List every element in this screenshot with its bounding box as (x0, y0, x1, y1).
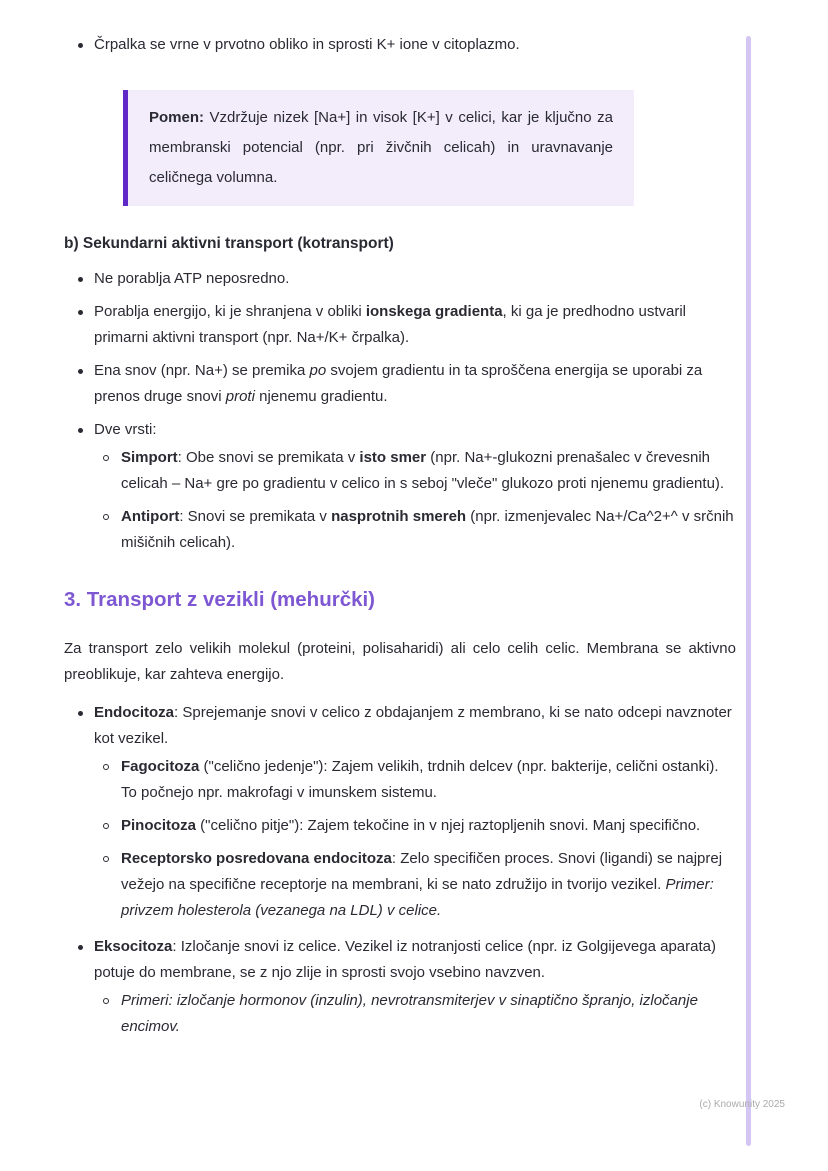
bullet-marker (78, 369, 83, 374)
bullet-marker (78, 310, 83, 315)
list-item-text: Dve vrsti: (94, 421, 157, 438)
circle-bullet-marker (103, 856, 109, 862)
section-heading-3: 3. Transport z vezikli (mehurčki) (64, 588, 376, 611)
section-b-list (64, 266, 736, 556)
section-3-intro: Za transport zelo velikih molekul (proteini, polisaharidi) ali celo celih celic. Membrana se aktivno preoblikuje, kar zahteva energijo. (64, 640, 736, 683)
bullet-marker (78, 428, 83, 433)
circle-bullet-marker (103, 514, 109, 520)
sub-list-item (64, 846, 736, 924)
circle-bullet-marker (103, 998, 109, 1004)
section-3-list (64, 700, 736, 1040)
list-item (64, 700, 736, 752)
list-item-text: Endocitoza: Sprejemanje snovi v celico z obdajanjem z membrano, ki se nato odcepi navznoter kot vezikel. (94, 704, 732, 747)
bullet-marker (78, 945, 83, 950)
list-item (64, 299, 736, 351)
sub-list-item-text: Pinocitoza ("celično pitje"): Zajem tekočine in v njej raztopljenih snovi. Manj specifično. (121, 817, 701, 834)
bullet-marker (78, 277, 83, 282)
sub-list-item (64, 754, 736, 806)
callout-box (123, 90, 634, 206)
sub-list-item-text: Fagocitoza ("celično jedenje"): Zajem velikih, trdnih delcev (npr. bakterije, celični ostanki). To počnejo npr. makrofagi v imunskem sistemu. (121, 758, 719, 801)
list-item (64, 417, 736, 443)
circle-bullet-marker (103, 764, 109, 770)
circle-bullet-marker (103, 823, 109, 829)
sub-list-item (64, 445, 736, 497)
sub-list-item (64, 504, 736, 556)
sub-list-item-text: Receptorsko posredovana endocitoza: Zelo specifičen proces. Snovi (ligandi) se najprej vežejo na specifične receptorje na membrani, ki se nato združijo in tvorijo vezikel. Primer: privzem holesterola (vezanega na LDL) v celice. (121, 850, 723, 919)
bullet-marker (78, 43, 83, 48)
sub-list-item (64, 813, 736, 839)
list-item (64, 32, 736, 58)
list-item-text: Črpalka se vrne v prvotno obliko in sprosti K+ ione v citoplazmo. (94, 36, 520, 53)
list-item-text: Ne porablja ATP neposredno. (94, 270, 290, 287)
footer-credit: (c) Knowunity 2025 (699, 1099, 785, 1110)
list-item-text: Porablja energijo, ki je shranjena v obliki ionskega gradienta, ki ga je predhodno ustvaril primarni aktivni transport (npr. Na+/K+ črpalka). (94, 303, 686, 346)
list-item (64, 358, 736, 410)
circle-bullet-marker (103, 455, 109, 461)
list-item (64, 934, 736, 986)
list-item-text: Ena snov (npr. Na+) se premika po svojem gradientu in ta sproščena energija se uporabi za prenos druge snovi proti njenemu gradientu. (94, 362, 703, 405)
list-item (64, 266, 736, 292)
sub-list-item-text: Antiport: Snovi se premikata v nasprotnih smereh (npr. izmenjevalec Na+/Ca^2+^ v srčnih mišičnih celicah). (121, 508, 734, 551)
bullet-marker (78, 711, 83, 716)
sub-list-item-text: Primeri: izločanje hormonov (inzulin), nevrotransmiterjev v sinaptično špranjo, izločanje encimov. (121, 992, 698, 1035)
callout-text: Pomen: Vzdržuje nizek [Na+] in visok [K+] v celici, kar je ključno za membranski potencial (npr. pri živčnih celicah) in uravnavanje celičnega volumna. (149, 109, 613, 186)
sub-list-item-text: Simport: Obe snovi se premikata v isto smer (npr. Na+-glukozni prenašalec v črevesnih celicah – Na+ gre po gradientu v celico in s seboj "vleče" glukozo proti njenemu gradientu). (121, 449, 725, 492)
list-item-text: Eksocitoza: Izločanje snovi iz celice. Vezikel iz notranjosti celice (npr. iz Golgijevega aparata) potuje do membrane, se z njo zlije in sprosti svojo vsebino navzven. (94, 938, 716, 981)
section-heading-b: b) Sekundarni aktivni transport (kotransport) (64, 235, 394, 252)
sub-list-item (64, 988, 736, 1040)
